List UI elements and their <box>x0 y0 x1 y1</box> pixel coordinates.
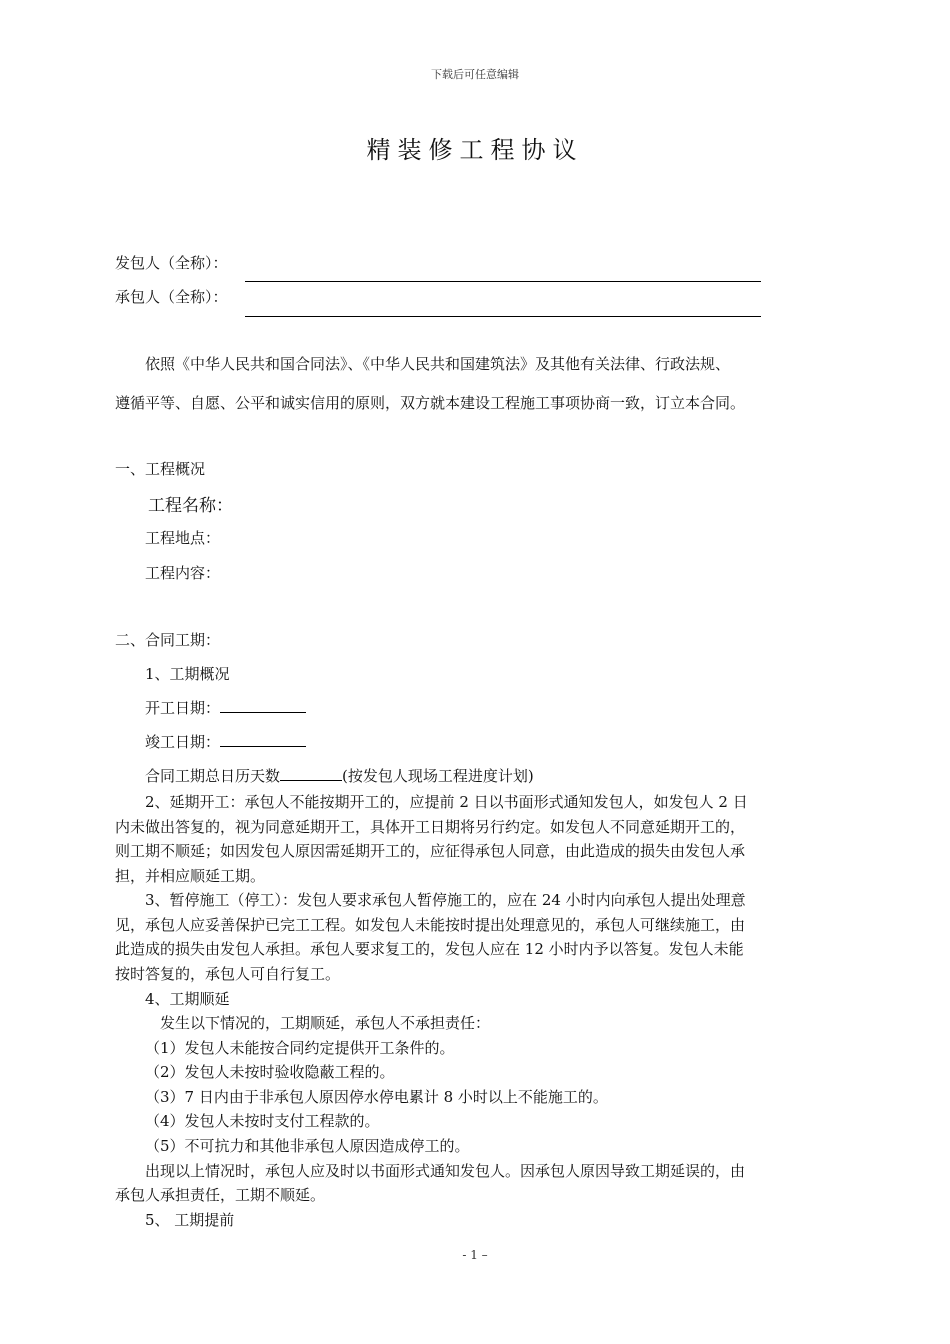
total-days-blank <box>280 780 342 781</box>
end-date-label: 竣工日期： <box>145 733 221 751</box>
para-2-line-3: 则工期不顺延；如因发包人原因需延期开工的，应征得承包人同意，由此造成的损失由发包人承 <box>115 842 746 860</box>
party-a-fill-line <box>245 281 761 282</box>
subsection-4-heading: 4、工期顺延 <box>145 990 230 1008</box>
list-item: （2）发包人未按时验收隐蔽工程的。 <box>145 1063 395 1081</box>
start-date-blank <box>220 712 306 713</box>
page-header: 下载后可任意编辑 <box>431 68 519 81</box>
section-1-heading: 一、工程概况 <box>115 460 206 478</box>
party-b-fill-line <box>245 316 761 317</box>
project-content-label: 工程内容： <box>145 564 221 582</box>
para-2-line-1: 2、延期开工：承包人不能按期开工的，应提前 2 日以书面形式通知发包人，如发包人 2 日 <box>145 793 748 811</box>
subsection-5-heading: 5、 工期提前 <box>145 1211 235 1229</box>
party-b-label: 承包人（全称）： <box>115 288 228 306</box>
total-days-label: 合同工期总日历天数 <box>145 767 281 785</box>
preamble-line-2: 遵循平等、自愿、公平和诚实信用的原则，双方就本建设工程施工事项协商一致，订立本合同。 <box>115 394 746 412</box>
para-2-line-4: 担，并相应顺延工期。 <box>115 867 266 885</box>
para-2-line-2: 内未做出答复的，视为同意延期开工，具体开工日期将另行约定。如发包人不同意延期开工的， <box>115 818 746 836</box>
list-item: （1）发包人未能按合同约定提供开工条件的。 <box>145 1039 455 1057</box>
total-days-note: (按发包人现场工程进度计划) <box>342 767 534 785</box>
list-item: （3）7 日内由于非承包人原因停水停电累计 8 小时以上不能施工的。 <box>145 1088 608 1106</box>
preamble-line-1: 依照《中华人民共和国合同法》、《中华人民共和国建筑法》及其他有关法律、行政法规、 <box>145 355 731 373</box>
para-3-line-3: 此造成的损失由发包人承担。承包人要求复工的，发包人应在 12 小时内予以答复。发包人未能 <box>115 940 744 958</box>
closing-line-2: 承包人承担责任，工期不顺延。 <box>115 1186 326 1204</box>
para-3-line-2: 见，承包人应妥善保护已完工工程。如发包人未能按时提出处理意见的，承包人可继续施工，由 <box>115 916 746 934</box>
end-date-blank <box>220 746 306 747</box>
para-3-line-1: 3、暂停施工（停工）：发包人要求承包人暂停施工的，应在 24 小时内向承包人提出处理意 <box>145 891 746 909</box>
start-date-label: 开工日期： <box>145 699 221 717</box>
document-title: 精装修工程协议 <box>366 136 584 164</box>
start-date-row <box>145 697 306 718</box>
subsection-1-heading: 1、工期概况 <box>145 665 230 683</box>
para-3-line-4: 按时答复的，承包人可自行复工。 <box>115 965 341 983</box>
list-item: （4）发包人未按时支付工程款的。 <box>145 1112 380 1130</box>
project-name-label: 工程名称： <box>148 496 233 516</box>
page-number: - 1 – <box>462 1248 488 1262</box>
section-2-heading: 二、合同工期： <box>115 631 221 649</box>
subsection-4-intro: 发生以下情况的，工期顺延，承包人不承担责任： <box>160 1014 491 1032</box>
party-a-label: 发包人（全称）： <box>115 254 228 272</box>
list-item: （5）不可抗力和其他非承包人原因造成停工的。 <box>145 1137 470 1155</box>
closing-line-1: 出现以上情况时，承包人应及时以书面形式通知发包人。因承包人原因导致工期延误的，由 <box>145 1162 746 1180</box>
total-days-row <box>145 765 534 786</box>
end-date-row <box>145 731 306 752</box>
project-location-label: 工程地点： <box>145 529 221 547</box>
